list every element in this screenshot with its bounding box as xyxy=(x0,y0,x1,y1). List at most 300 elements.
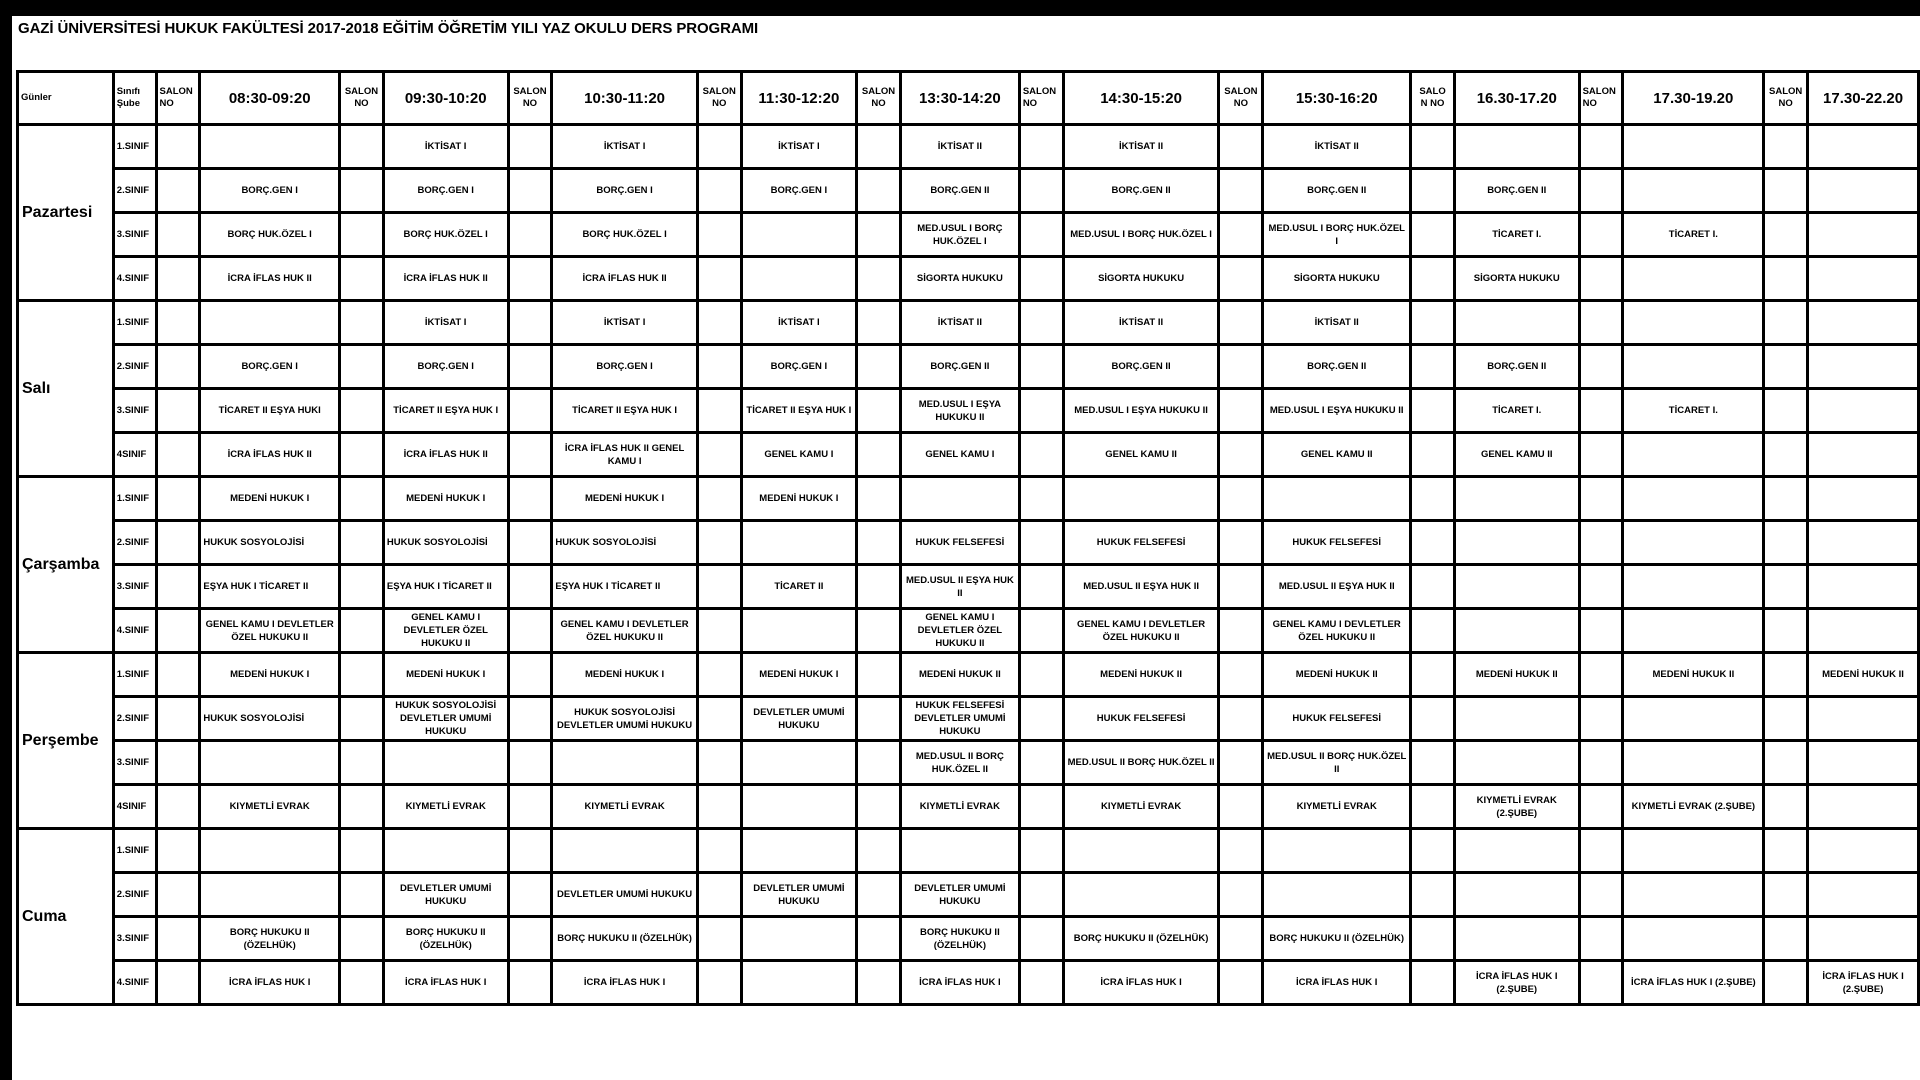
salon-cell xyxy=(1019,961,1063,1005)
course-cell: GENEL KAMU I DEVLETLER ÖZEL HUKUKU II xyxy=(900,609,1019,653)
day-name: Salı xyxy=(18,301,114,477)
header-salon-no xyxy=(1019,72,1063,125)
salon-cell xyxy=(340,653,384,697)
course-cell xyxy=(1808,609,1919,653)
course-cell: BORÇ.GEN I xyxy=(741,169,856,213)
salon-cell xyxy=(156,301,200,345)
course-cell: BORÇ HUK.ÖZEL I xyxy=(383,213,508,257)
course-cell xyxy=(1808,829,1919,873)
salon-cell xyxy=(1764,125,1808,169)
course-cell: GENEL KAMU I xyxy=(900,433,1019,477)
header-salon-label: SALON xyxy=(1582,86,1616,97)
course-cell: SİGORTA HUKUKU xyxy=(1263,257,1411,301)
salon-cell xyxy=(1411,741,1455,785)
header-no-label: NO xyxy=(354,98,369,109)
salon-cell xyxy=(156,961,200,1005)
schedule-row xyxy=(18,389,1919,433)
salon-cell xyxy=(508,785,552,829)
header-time-slot: 14:30-15:20 xyxy=(1063,72,1219,125)
course-cell: EŞYA HUK I TİCARET II xyxy=(383,565,508,609)
class-label: 4.SINIF xyxy=(113,961,156,1005)
header-time-slot: 09:30-10:20 xyxy=(383,72,508,125)
header-no-label: NO xyxy=(522,98,538,109)
schedule-row xyxy=(18,521,1919,565)
header-no-label: NO xyxy=(1582,98,1597,109)
salon-cell xyxy=(340,169,384,213)
course-cell: BORÇ HUKUKU II (ÖZELHÜK) xyxy=(1063,917,1219,961)
salon-cell xyxy=(697,829,741,873)
header-row xyxy=(18,72,1919,125)
salon-cell xyxy=(156,521,200,565)
course-cell: MEDENİ HUKUK I xyxy=(552,653,697,697)
day-name: Perşembe xyxy=(18,653,114,829)
schedule-row xyxy=(18,301,1919,345)
salon-cell xyxy=(1411,389,1455,433)
course-cell: MED.USUL II BORÇ HUK.ÖZEL II xyxy=(1263,741,1411,785)
course-cell: HUKUK SOSYOLOJİSİ DEVLETLER UMUMİ HUKUKU xyxy=(383,697,508,741)
course-cell: KIYMETLİ EVRAK xyxy=(552,785,697,829)
header-no-label: NO xyxy=(871,98,886,109)
salon-cell xyxy=(697,345,741,389)
course-cell: GENEL KAMU I xyxy=(741,433,856,477)
course-cell: MED.USUL I EŞYA HUKUKU II xyxy=(1263,389,1411,433)
course-cell xyxy=(1454,521,1579,565)
course-cell: BORÇ.GEN I xyxy=(383,345,508,389)
course-cell: İCRA İFLAS HUK II xyxy=(383,257,508,301)
header-salon-no xyxy=(1219,72,1263,125)
class-label: 4.SINIF xyxy=(113,609,156,653)
class-label: 4.SINIF xyxy=(113,257,156,301)
schedule-row xyxy=(18,565,1919,609)
salon-cell xyxy=(1019,653,1063,697)
salon-cell xyxy=(156,125,200,169)
course-cell: TİCARET II EŞYA HUKI xyxy=(200,389,340,433)
class-label: 1.SINIF xyxy=(113,125,156,169)
salon-cell xyxy=(156,785,200,829)
course-cell: İKTİSAT I xyxy=(741,125,856,169)
course-cell: DEVLETLER UMUMİ HUKUKU xyxy=(383,873,508,917)
class-label: 2.SINIF xyxy=(113,169,156,213)
course-cell: MEDENİ HUKUK II xyxy=(1808,653,1919,697)
salon-cell xyxy=(1764,917,1808,961)
course-cell xyxy=(1808,477,1919,521)
course-cell xyxy=(1808,565,1919,609)
salon-cell xyxy=(1411,169,1455,213)
course-cell: MEDENİ HUKUK II xyxy=(1454,653,1579,697)
course-cell xyxy=(1808,521,1919,565)
header-salon-no xyxy=(697,72,741,125)
course-cell: İCRA İFLAS HUK I xyxy=(1063,961,1219,1005)
course-cell: GENEL KAMU I DEVLETLER ÖZEL HUKUKU II xyxy=(200,609,340,653)
course-cell xyxy=(552,829,697,873)
course-cell: TİCARET II EŞYA HUK I xyxy=(383,389,508,433)
salon-cell xyxy=(857,565,901,609)
course-cell: TİCARET I. xyxy=(1623,389,1764,433)
course-cell: İKTİSAT I xyxy=(552,125,697,169)
schedule-row xyxy=(18,433,1919,477)
salon-cell xyxy=(508,433,552,477)
salon-cell xyxy=(857,301,901,345)
header-time-slot: 17.30-19.20 xyxy=(1623,72,1764,125)
course-cell xyxy=(1808,301,1919,345)
header-time-slot: 16.30-17.20 xyxy=(1454,72,1579,125)
salon-cell xyxy=(857,653,901,697)
salon-cell xyxy=(156,917,200,961)
salon-cell xyxy=(1411,917,1455,961)
salon-cell xyxy=(857,389,901,433)
salon-cell xyxy=(1219,741,1263,785)
course-cell xyxy=(741,521,856,565)
salon-cell xyxy=(1764,741,1808,785)
course-cell xyxy=(1623,477,1764,521)
salon-cell xyxy=(156,345,200,389)
header-time-slot: 10:30-11:20 xyxy=(552,72,697,125)
salon-cell xyxy=(508,741,552,785)
header-sube-label: Şube xyxy=(116,98,141,109)
class-label: 1.SINIF xyxy=(113,301,156,345)
course-cell: İCRA İFLAS HUK II xyxy=(383,433,508,477)
schedule-page xyxy=(12,16,1920,1080)
salon-cell xyxy=(697,477,741,521)
course-cell: MED.USUL I BORÇ HUK.ÖZEL I xyxy=(1063,213,1219,257)
salon-cell xyxy=(508,565,552,609)
salon-cell xyxy=(1411,345,1455,389)
salon-cell xyxy=(1579,521,1623,565)
salon-cell xyxy=(1219,345,1263,389)
course-cell: KIYMETLİ EVRAK xyxy=(383,785,508,829)
salon-cell xyxy=(1764,829,1808,873)
salon-cell xyxy=(340,213,384,257)
course-cell xyxy=(741,741,856,785)
salon-cell xyxy=(697,785,741,829)
course-cell: İCRA İFLAS HUK I (2.ŞUBE) xyxy=(1623,961,1764,1005)
course-cell: BORÇ.GEN I xyxy=(200,169,340,213)
course-cell: MED.USUL II BORÇ HUK.ÖZEL II xyxy=(1063,741,1219,785)
course-cell: BORÇ HUKUKU II (ÖZELHÜK) xyxy=(552,917,697,961)
salon-cell xyxy=(156,741,200,785)
course-cell: İKTİSAT II xyxy=(1063,301,1219,345)
header-no-label: N NO xyxy=(1420,98,1445,109)
salon-cell xyxy=(1219,829,1263,873)
salon-cell xyxy=(1764,389,1808,433)
course-cell: BORÇ HUK.ÖZEL I xyxy=(200,213,340,257)
course-cell xyxy=(1808,389,1919,433)
header-gunler: Günler xyxy=(18,72,114,125)
course-cell: BORÇ.GEN II xyxy=(1454,345,1579,389)
course-cell xyxy=(552,741,697,785)
salon-cell xyxy=(1579,653,1623,697)
salon-cell xyxy=(508,521,552,565)
course-cell: MEDENİ HUKUK II xyxy=(1263,653,1411,697)
salon-cell xyxy=(697,301,741,345)
course-cell xyxy=(1454,917,1579,961)
salon-cell xyxy=(857,829,901,873)
course-cell: İKTİSAT II xyxy=(1063,125,1219,169)
course-cell xyxy=(1808,213,1919,257)
salon-cell xyxy=(857,125,901,169)
course-cell: İKTİSAT I xyxy=(383,125,508,169)
salon-cell xyxy=(156,169,200,213)
schedule-row xyxy=(18,873,1919,917)
salon-cell xyxy=(156,257,200,301)
course-cell: BORÇ HUKUKU II (ÖZELHÜK) xyxy=(200,917,340,961)
course-cell: BORÇ.GEN I xyxy=(552,345,697,389)
salon-cell xyxy=(1019,873,1063,917)
salon-cell xyxy=(857,521,901,565)
day-name: Pazartesi xyxy=(18,125,114,301)
salon-cell xyxy=(697,873,741,917)
salon-cell xyxy=(1019,389,1063,433)
salon-cell xyxy=(1219,433,1263,477)
schedule-row xyxy=(18,697,1919,741)
header-salon-label: SALON xyxy=(702,86,736,97)
salon-cell xyxy=(1579,565,1623,609)
class-label: 1.SINIF xyxy=(113,829,156,873)
course-cell: MEDENİ HUKUK I xyxy=(552,477,697,521)
class-label: 3.SINIF xyxy=(113,389,156,433)
salon-cell xyxy=(1411,477,1455,521)
salon-cell xyxy=(340,345,384,389)
header-salon-no xyxy=(156,72,200,125)
course-cell xyxy=(1623,169,1764,213)
course-cell xyxy=(1808,697,1919,741)
salon-cell xyxy=(697,653,741,697)
salon-cell xyxy=(857,169,901,213)
class-label: 3.SINIF xyxy=(113,565,156,609)
salon-cell xyxy=(508,961,552,1005)
salon-cell xyxy=(508,917,552,961)
schedule-table-wrapper xyxy=(16,70,1920,1006)
course-cell xyxy=(1454,609,1579,653)
salon-cell xyxy=(1019,521,1063,565)
salon-cell xyxy=(1219,477,1263,521)
class-label: 2.SINIF xyxy=(113,697,156,741)
salon-cell xyxy=(1219,697,1263,741)
header-time-slot: 11:30-12:20 xyxy=(741,72,856,125)
course-cell xyxy=(1623,257,1764,301)
schedule-row xyxy=(18,169,1919,213)
course-cell xyxy=(200,125,340,169)
salon-cell xyxy=(857,917,901,961)
salon-cell xyxy=(1411,433,1455,477)
course-cell: İKTİSAT I xyxy=(741,301,856,345)
salon-cell xyxy=(1764,697,1808,741)
course-cell: DEVLETLER UMUMİ HUKUKU xyxy=(552,873,697,917)
salon-cell xyxy=(1019,741,1063,785)
salon-cell xyxy=(156,653,200,697)
course-cell: İCRA İFLAS HUK I (2.ŞUBE) xyxy=(1454,961,1579,1005)
salon-cell xyxy=(156,477,200,521)
course-cell xyxy=(1063,477,1219,521)
course-cell xyxy=(383,829,508,873)
salon-cell xyxy=(1219,169,1263,213)
header-no-label: NO xyxy=(1233,98,1249,109)
salon-cell xyxy=(340,125,384,169)
course-cell: MED.USUL I BORÇ HUK.ÖZEL I xyxy=(900,213,1019,257)
course-cell: MED.USUL I EŞYA HUKUKU II xyxy=(1063,389,1219,433)
header-salon-no xyxy=(1411,72,1455,125)
course-cell xyxy=(1808,345,1919,389)
course-cell xyxy=(741,785,856,829)
schedule-row xyxy=(18,785,1919,829)
course-cell: EŞYA HUK I TİCARET II xyxy=(552,565,697,609)
course-cell: HUKUK FELSEFESİ xyxy=(1263,697,1411,741)
salon-cell xyxy=(697,257,741,301)
course-cell xyxy=(1623,609,1764,653)
course-cell: İKTİSAT I xyxy=(383,301,508,345)
course-cell xyxy=(1454,301,1579,345)
salon-cell xyxy=(340,609,384,653)
header-salon-no xyxy=(508,72,552,125)
schedule-row xyxy=(18,609,1919,653)
salon-cell xyxy=(1219,873,1263,917)
course-cell: HUKUK SOSYOLOJİSİ xyxy=(383,521,508,565)
course-cell: BORÇ HUKUKU II (ÖZELHÜK) xyxy=(1263,917,1411,961)
course-cell: HUKUK FELSEFESİ xyxy=(1063,697,1219,741)
salon-cell xyxy=(1579,433,1623,477)
salon-cell xyxy=(1764,609,1808,653)
salon-cell xyxy=(340,477,384,521)
salon-cell xyxy=(340,917,384,961)
course-cell: MEDENİ HUKUK I xyxy=(741,653,856,697)
salon-cell xyxy=(340,565,384,609)
course-cell xyxy=(1808,917,1919,961)
salon-cell xyxy=(1579,741,1623,785)
salon-cell xyxy=(340,521,384,565)
salon-cell xyxy=(697,741,741,785)
course-cell: MEDENİ HUKUK I xyxy=(200,653,340,697)
salon-cell xyxy=(1219,125,1263,169)
course-cell xyxy=(383,741,508,785)
schedule-table xyxy=(16,70,1920,1006)
course-cell: İKTİSAT II xyxy=(900,125,1019,169)
course-cell xyxy=(741,213,856,257)
class-label: 2.SINIF xyxy=(113,873,156,917)
salon-cell xyxy=(1411,829,1455,873)
salon-cell xyxy=(340,433,384,477)
salon-cell xyxy=(697,565,741,609)
salon-cell xyxy=(1219,257,1263,301)
salon-cell xyxy=(1579,829,1623,873)
header-time-slot: 08:30-09:20 xyxy=(200,72,340,125)
salon-cell xyxy=(1219,653,1263,697)
salon-cell xyxy=(1764,477,1808,521)
salon-cell xyxy=(156,433,200,477)
salon-cell xyxy=(340,785,384,829)
course-cell: BORÇ.GEN I xyxy=(383,169,508,213)
course-cell: İCRA İFLAS HUK I xyxy=(1263,961,1411,1005)
course-cell xyxy=(1063,873,1219,917)
schedule-row xyxy=(18,653,1919,697)
course-cell xyxy=(200,741,340,785)
course-cell xyxy=(1623,565,1764,609)
class-label: 3.SINIF xyxy=(113,741,156,785)
course-cell: BORÇ.GEN I xyxy=(741,345,856,389)
salon-cell xyxy=(1411,125,1455,169)
salon-cell xyxy=(1579,609,1623,653)
salon-cell xyxy=(697,521,741,565)
salon-cell xyxy=(1764,213,1808,257)
salon-cell xyxy=(697,697,741,741)
header-time-slot: 17.30-22.20 xyxy=(1808,72,1919,125)
schedule-row xyxy=(18,257,1919,301)
course-cell: BORÇ.GEN II xyxy=(1263,169,1411,213)
course-cell: TİCARET II EŞYA HUK I xyxy=(741,389,856,433)
course-cell: HUKUK SOSYOLOJİSİ xyxy=(552,521,697,565)
header-salon-label: SALO xyxy=(1419,86,1446,97)
salon-cell xyxy=(1019,345,1063,389)
salon-cell xyxy=(857,433,901,477)
course-cell xyxy=(200,301,340,345)
header-salon-label: SALON xyxy=(1022,86,1057,97)
header-salon-label: SALON xyxy=(1769,86,1803,97)
course-cell: GENEL KAMU I DEVLETLER ÖZEL HUKUKU II xyxy=(552,609,697,653)
course-cell: SİGORTA HUKUKU xyxy=(1063,257,1219,301)
course-cell: MEDENİ HUKUK II xyxy=(900,653,1019,697)
salon-cell xyxy=(857,873,901,917)
salon-cell xyxy=(857,477,901,521)
course-cell: MED.USUL I BORÇ HUK.ÖZEL I xyxy=(1263,213,1411,257)
course-cell xyxy=(1454,565,1579,609)
header-no-label: NO xyxy=(712,98,727,109)
course-cell: MED.USUL II EŞYA HUK II xyxy=(1263,565,1411,609)
salon-cell xyxy=(340,829,384,873)
course-cell: İCRA İFLAS HUK II GENEL KAMU I xyxy=(552,433,697,477)
course-cell xyxy=(1808,785,1919,829)
salon-cell xyxy=(1219,785,1263,829)
course-cell: MEDENİ HUKUK I xyxy=(383,477,508,521)
course-cell xyxy=(1454,873,1579,917)
schedule-row xyxy=(18,917,1919,961)
course-cell: DEVLETLER UMUMİ HUKUKU xyxy=(741,697,856,741)
salon-cell xyxy=(1219,917,1263,961)
course-cell: İCRA İFLAS HUK I (2.ŞUBE) xyxy=(1808,961,1919,1005)
salon-cell xyxy=(508,829,552,873)
schedule-row xyxy=(18,345,1919,389)
salon-cell xyxy=(1764,433,1808,477)
course-cell: KIYMETLİ EVRAK xyxy=(1263,785,1411,829)
course-cell: GENEL KAMU II xyxy=(1263,433,1411,477)
salon-cell xyxy=(1219,609,1263,653)
salon-cell xyxy=(1411,873,1455,917)
day-name: Cuma xyxy=(18,829,114,1005)
salon-cell xyxy=(156,565,200,609)
salon-cell xyxy=(156,829,200,873)
header-no-label: NO xyxy=(159,98,174,109)
salon-cell xyxy=(857,961,901,1005)
course-cell xyxy=(200,873,340,917)
salon-cell xyxy=(1411,697,1455,741)
course-cell: BORÇ.GEN I xyxy=(552,169,697,213)
salon-cell xyxy=(697,125,741,169)
salon-cell xyxy=(1764,653,1808,697)
salon-cell xyxy=(1764,257,1808,301)
course-cell: EŞYA HUK I TİCARET II xyxy=(200,565,340,609)
course-cell xyxy=(1454,477,1579,521)
course-cell xyxy=(1808,433,1919,477)
course-cell xyxy=(741,917,856,961)
course-cell: KIYMETLİ EVRAK (2.ŞUBE) xyxy=(1454,785,1579,829)
course-cell: HUKUK SOSYOLOJİSİ xyxy=(200,697,340,741)
course-cell xyxy=(741,257,856,301)
salon-cell xyxy=(1579,873,1623,917)
salon-cell xyxy=(1579,917,1623,961)
salon-cell xyxy=(156,873,200,917)
course-cell: İCRA İFLAS HUK II xyxy=(552,257,697,301)
course-cell: MED.USUL II EŞYA HUK II xyxy=(900,565,1019,609)
course-cell: DEVLETLER UMUMİ HUKUKU xyxy=(741,873,856,917)
salon-cell xyxy=(340,257,384,301)
